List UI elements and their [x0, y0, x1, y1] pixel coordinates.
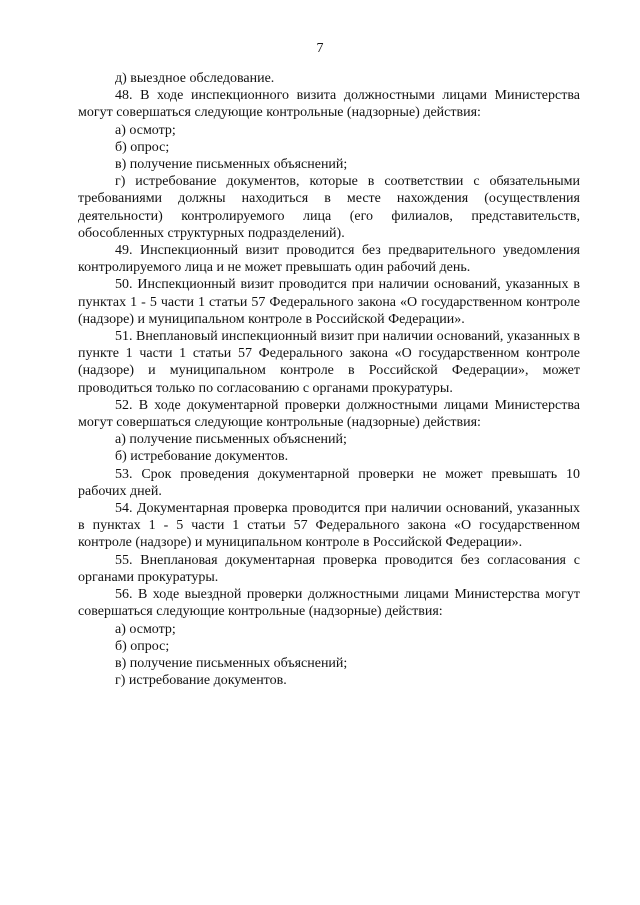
paragraph-49: 49. Инспекционный визит проводится без предварительного уведомления контролируемого лица и не может превышать один рабочий день. [78, 243, 580, 276]
paragraph-54: 54. Документарная проверка проводится при наличии оснований, указанных в пунктах 1 - 5 части 1 статьи 57 Федерального закона «О государственном контроле (надзоре) и муниципальном контроле в Российской Федерации». [78, 501, 580, 551]
paragraph-56: 56. В ходе выездной проверки должностными лицами Министерства могут совершаться следующие контрольные (надзорные) действия: [78, 587, 580, 620]
list-item-b-survey: б) опрос; [115, 139, 170, 155]
paragraph-item-d-field-inspection: д) выездное обследование. [115, 71, 275, 86]
list-item-a-inspection: а) осмотр; [115, 122, 176, 138]
list-item-v-written-explanations: в) получение письменных объяснений; [115, 157, 348, 173]
list-item-a-written-explanations: а) получение письменных объяснений; [115, 432, 347, 448]
list-item-b-documents-request: б) истребование документов. [115, 449, 289, 465]
body-text [78, 70, 580, 689]
list-item-b-survey-2: б) опрос; [115, 638, 170, 654]
paragraph-51: 51. Внеплановый инспекционный визит при наличии оснований, указанных в пункте 1 части 1 статьи 57 Федерального закона «О государственном контроле (надзоре) и муниципальном контроле в Российской Федерации», может проводиться только по согласованию с органами прокуратуры. [78, 329, 580, 396]
paragraph-50: 50. Инспекционный визит проводится при наличии оснований, указанных в пунктах 1 - 5 части 1 статьи 57 Федерального закона «О государственном контроле (надзоре) и муниципальном контроле в Российской Федерации». [78, 277, 580, 327]
paragraph-52: 52. В ходе документарной проверки должностными лицами Министерства могут совершаться следующие контрольные (надзорные) действия: [78, 397, 580, 431]
page-number: 7 [316, 41, 324, 56]
paragraph-55: 55. Внеплановая документарная проверка проводится без согласования с органами прокуратуры. [78, 552, 580, 585]
list-item-g-documents-request: г) истребование документов, которые в соответствии с обязательными требованиями должны находиться в месте нахождения (осуществления деятельности) контролируемого лица (его филиалов, представительств, обособленных структурных подразделений). [78, 174, 580, 241]
list-item-v-written-explanations-2: в) получение письменных объяснений; [115, 655, 348, 671]
list-item-a-inspection-2: а) осмотр; [115, 621, 176, 637]
paragraph-48: 48. В ходе инспекционного визита должностными лицами Министерства могут совершаться следующие контрольные (надзорные) действия: [78, 88, 580, 121]
list-item-g-documents-request-2: г) истребование документов. [115, 673, 287, 689]
paragraph-53: 53. Срок проведения документарной проверки не может превышать 10 рабочих дней. [78, 466, 580, 499]
